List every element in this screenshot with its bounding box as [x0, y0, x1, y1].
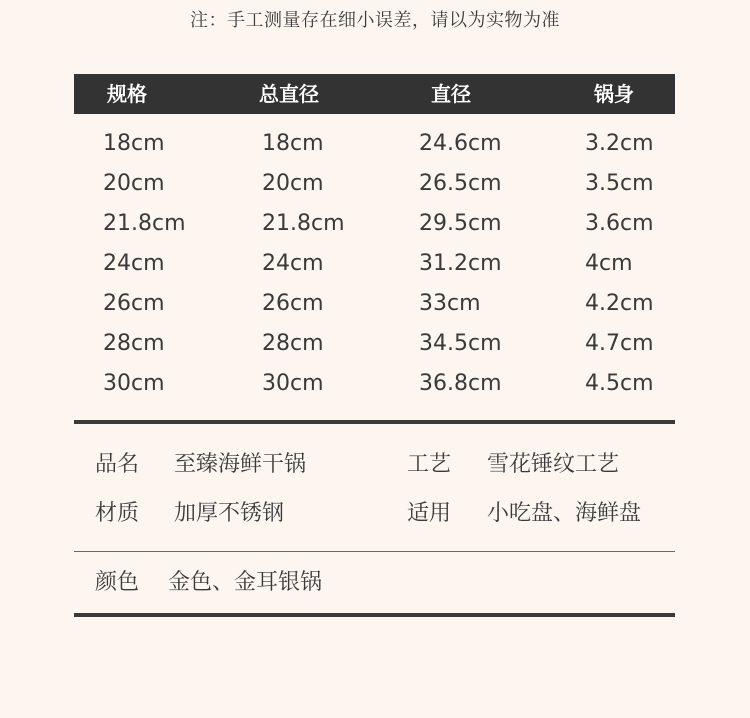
cell-diameter: 29.5cm: [419, 211, 502, 236]
size-table-header: [74, 74, 675, 114]
table-row: [0, 204, 750, 244]
header-spec: 规格: [107, 82, 147, 106]
cell-diameter: 36.8cm: [419, 371, 502, 396]
cell-pot-body: 3.2cm: [585, 131, 654, 156]
disclaimer-note: 注：手工测量存在细小误差，请以为实物为准: [190, 10, 560, 31]
cell-diameter: 34.5cm: [419, 331, 502, 356]
cell-spec: 28cm: [103, 331, 165, 356]
cell-spec: 18cm: [103, 131, 165, 156]
material-label: 材质: [95, 501, 140, 526]
cell-spec: 24cm: [103, 251, 165, 276]
cell-diameter: 31.2cm: [419, 251, 502, 276]
cell-spec: 21.8cm: [103, 211, 186, 236]
cell-pot-body: 3.5cm: [585, 171, 654, 196]
table-row: [0, 164, 750, 204]
divider: [74, 420, 675, 424]
header-pot-body: 锅身: [594, 82, 634, 106]
name-value: 至臻海鲜干锅: [174, 452, 307, 477]
name-label: 品名: [95, 452, 140, 477]
table-row: [0, 364, 750, 404]
cell-total-diameter: 18cm: [262, 131, 324, 156]
cell-total-diameter: 28cm: [262, 331, 324, 356]
cell-spec: 20cm: [103, 171, 165, 196]
usage-label: 适用: [407, 501, 452, 526]
header-total-diameter: 总直径: [259, 82, 319, 106]
color-label: 颜色: [95, 570, 140, 595]
cell-spec: 26cm: [103, 291, 165, 316]
cell-pot-body: 4.5cm: [585, 371, 654, 396]
divider: [74, 551, 675, 552]
cell-diameter: 26.5cm: [419, 171, 502, 196]
craft-label: 工艺: [407, 452, 452, 477]
cell-spec: 30cm: [103, 371, 165, 396]
header-diameter: 直径: [431, 82, 471, 106]
table-row: [0, 324, 750, 364]
table-row: [0, 284, 750, 324]
divider: [74, 613, 675, 617]
cell-pot-body: 3.6cm: [585, 211, 654, 236]
cell-pot-body: 4cm: [585, 251, 633, 276]
color-value: 金色、金耳银锅: [168, 570, 323, 595]
cell-total-diameter: 24cm: [262, 251, 324, 276]
cell-pot-body: 4.2cm: [585, 291, 654, 316]
craft-value: 雪花锤纹工艺: [487, 452, 620, 477]
cell-diameter: 33cm: [419, 291, 481, 316]
table-row: [0, 124, 750, 164]
cell-pot-body: 4.7cm: [585, 331, 654, 356]
material-value: 加厚不锈钢: [174, 501, 285, 526]
cell-total-diameter: 21.8cm: [262, 211, 345, 236]
cell-total-diameter: 20cm: [262, 171, 324, 196]
cell-total-diameter: 26cm: [262, 291, 324, 316]
cell-diameter: 24.6cm: [419, 131, 502, 156]
table-row: [0, 244, 750, 284]
usage-value: 小吃盘、海鲜盘: [487, 501, 642, 526]
cell-total-diameter: 30cm: [262, 371, 324, 396]
